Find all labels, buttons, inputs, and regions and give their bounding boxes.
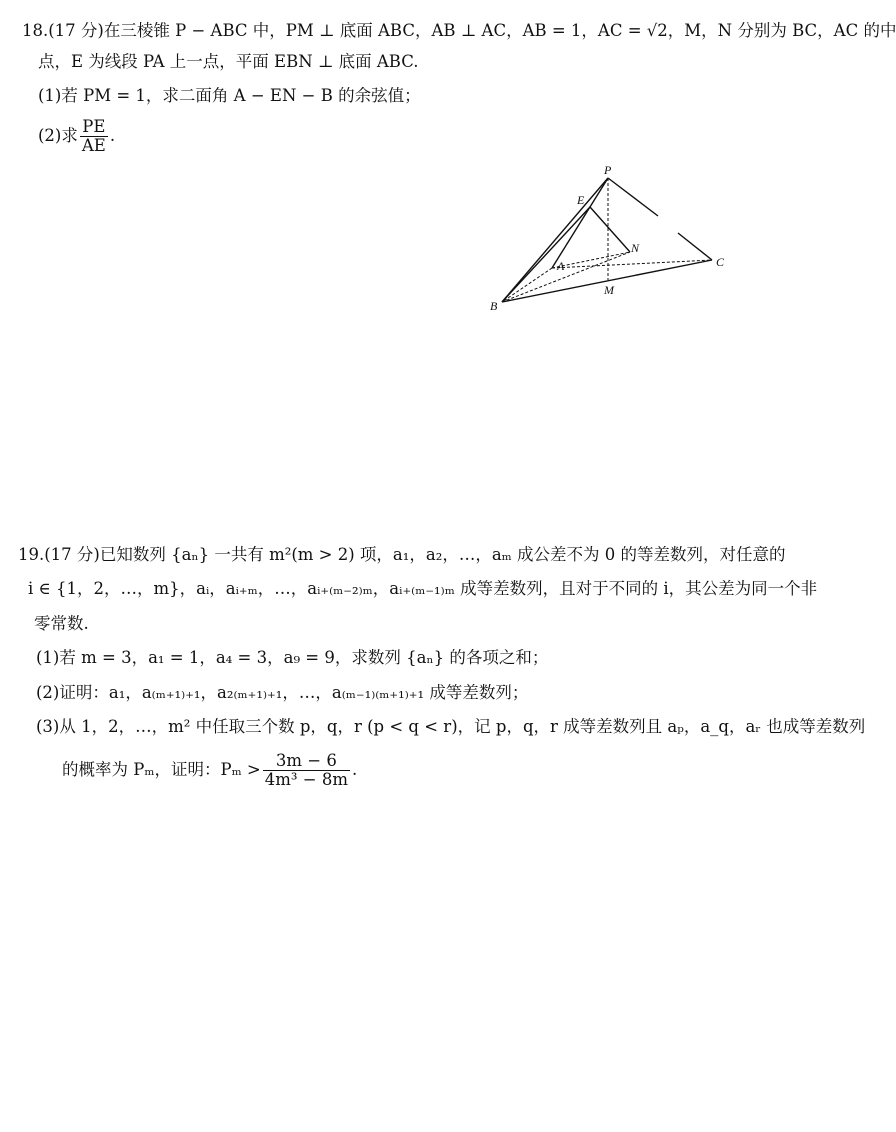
label-P: P — [604, 163, 612, 177]
label-M: M — [604, 283, 614, 297]
label-N: N — [631, 241, 640, 255]
q18-part-2-suffix: . — [109, 126, 116, 145]
q19-line-3: 零常数. — [34, 614, 89, 633]
q19-line-1 — [18, 544, 786, 566]
q18-part-2-numerator: PE — [80, 118, 108, 137]
q18-part-2-prefix: (2)求 — [38, 126, 78, 145]
q18-part-1: (1)若 PM = 1，求二面角 A − EN − B 的余弦值； — [38, 86, 421, 105]
q18-points: (17 分) — [48, 21, 104, 40]
q19-part-3b-fraction — [263, 752, 350, 789]
q18-part-2-denominator: AE — [81, 136, 106, 155]
q19-points: (17 分) — [44, 545, 100, 564]
q19-part-2: (2)证明：a₁，a₍ₘ₊₁₎₊₁，a₂₍ₘ₊₁₎₊₁，…，a₍ₘ₋₁₎₍ₘ₊₁₎₊₁ 成等差数列； — [36, 683, 529, 702]
q18-part-2-fraction — [80, 118, 108, 155]
label-B: B — [490, 299, 498, 313]
edge-PA — [552, 178, 608, 268]
edge-AC — [552, 260, 712, 268]
edge-PC-lower — [678, 233, 712, 260]
q19-part-3: (3)从 1，2，…，m² 中任取三个数 p，q，r (p < q < r)，记 p，q，r 成等差数列且 aₚ，a_q，aᵣ 也成等差数列 — [36, 717, 866, 736]
label-A: A — [557, 259, 565, 273]
q18-intro-a: 在三棱锥 P − ABC 中，PM ⊥ 底面 ABC，AB ⊥ AC，AB = 1，AC = √2，M，N 分别为 BC，AC 的中 — [103, 21, 896, 40]
q18-intro-b: 点，E 为线段 PA 上一点，平面 EBN ⊥ 底面 ABC. — [38, 52, 419, 71]
q19-part-3b — [62, 752, 357, 789]
q19-number: 19. — [18, 545, 45, 564]
label-E: E — [577, 193, 585, 207]
q18-part-2 — [38, 118, 115, 155]
label-C: C — [716, 255, 725, 269]
q19-part-1: (1)若 m = 3，a₁ = 1，a₄ = 3，a₉ = 9，求数列 {aₙ} 的各项之和； — [36, 648, 549, 667]
q18-number: 18. — [22, 21, 49, 40]
q19-line-1-text: 已知数列 {aₙ} 一共有 m²(m > 2) 项，a₁，a₂，…，aₘ 成公差不为 0 的等差数列，对任意的 — [99, 545, 786, 564]
edge-PC — [608, 178, 658, 216]
segment-EN — [590, 207, 630, 252]
q19-part-3b-prefix: 的概率为 Pₘ，证明：Pₘ > — [62, 760, 261, 779]
pyramid-figure — [480, 160, 740, 320]
q19-part-3b-numerator: 3m − 6 — [263, 752, 350, 771]
q19-part-3b-suffix: . — [351, 760, 358, 779]
q19-part-3b-denominator: 4m³ − 8m — [264, 770, 348, 789]
q18-line-1 — [22, 20, 896, 42]
q19-line-2: i ∈ {1，2，…，m}，aᵢ，aᵢ₊ₘ，…，aᵢ₊₍ₘ₋₂₎ₘ，aᵢ₊₍ₘ₋₁₎ₘ 成等差数列，且对于不同的 i，其公差为同一个非 — [28, 579, 818, 598]
